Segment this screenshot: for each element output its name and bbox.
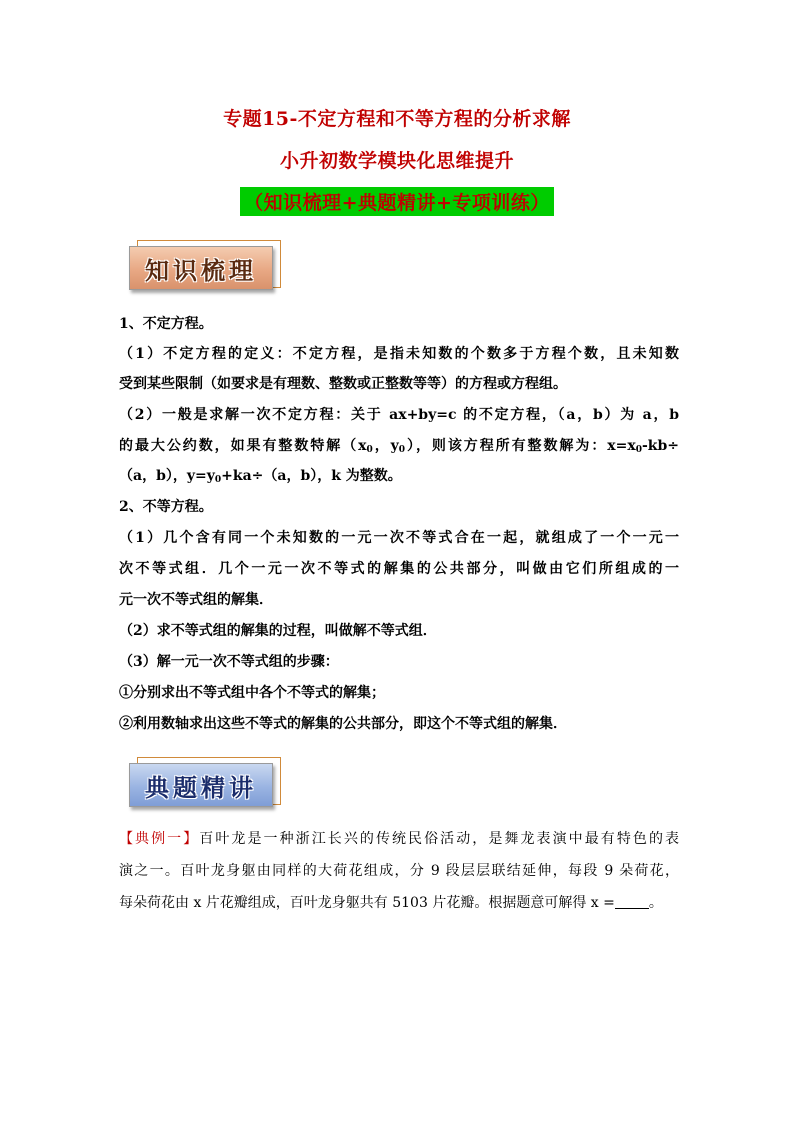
knowledge-banner-label: 知识梳理 — [129, 246, 273, 290]
title-line-1: 专题15-不定方程和不等方程的分析求解 — [223, 108, 571, 130]
para-11: （2）求不等式组的解集的过程，叫做解不等式组． — [119, 623, 437, 639]
para-10: 元一次不等式组的解集． — [119, 592, 273, 608]
para-3: 受到某些限制（如要求是有理数、整数或正整数等等）的方程或方程组。 — [119, 376, 567, 392]
para-1: 1、不定方程。 — [119, 316, 213, 332]
title-line-2: 小升初数学模块化思维提升 — [279, 150, 514, 172]
para-9: 次不等式组．几个一元一次不等式的解集的公共部分，叫做由它们所组成的一 — [119, 561, 679, 577]
example-line-3: 每朵荷花由 x 片花瓣组成，百叶龙身躯共有 5103 片花瓣。根据题意可解得 x = 。 — [119, 895, 663, 911]
example-line-2: 演之一。百叶龙身躯由同样的大荷花组成，分 9 段层层联结延伸，每段 9 朵荷花， — [119, 863, 679, 879]
para-8: （1）几个含有同一个未知数的一元一次不等式合在一起，就组成了一个一元一 — [119, 530, 679, 546]
para-5: 的最大公约数，如果有整数特解（$x_0$，$y_0$），则该方程所有整数解为：$x=x_0-kb\div$ — [119, 438, 679, 455]
answer-blank[interactable] — [615, 894, 649, 909]
title-line-3-wrap — [0, 187, 794, 216]
knowledge-banner — [129, 246, 271, 288]
example-label: 【典例一】 — [119, 831, 200, 847]
example-line-1: 【典例一】百叶龙是一种浙江长兴的传统民俗活动，是舞龙表演中最有特色的表 — [119, 831, 680, 847]
para-12: （3）解一元一次不等式组的步骤： — [119, 654, 339, 670]
para-13: ①分别求出不等式组中各个不等式的解集； — [119, 685, 385, 701]
title-line-3: （知识梳理+典题精讲+专项训练） — [240, 187, 554, 216]
para-14: ②利用数轴求出这些不等式的解集的公共部分，即这个不等式组的解集． — [119, 716, 567, 732]
para-7: 2、不等方程。 — [119, 499, 213, 515]
para-6: （a，b），$y=y_0+ka\div(a$，b），k 为整数。 — [119, 468, 402, 485]
examples-banner — [129, 763, 271, 805]
para-4: （2）一般是求解一次不定方程：关于 ax+by=c 的不定方程，（a，b）为 a，b — [119, 407, 679, 423]
examples-banner-label: 典题精讲 — [129, 763, 273, 807]
para-2: （1）不定方程的定义：不定方程，是指未知数的个数多于方程个数，且未知数 — [119, 346, 679, 362]
